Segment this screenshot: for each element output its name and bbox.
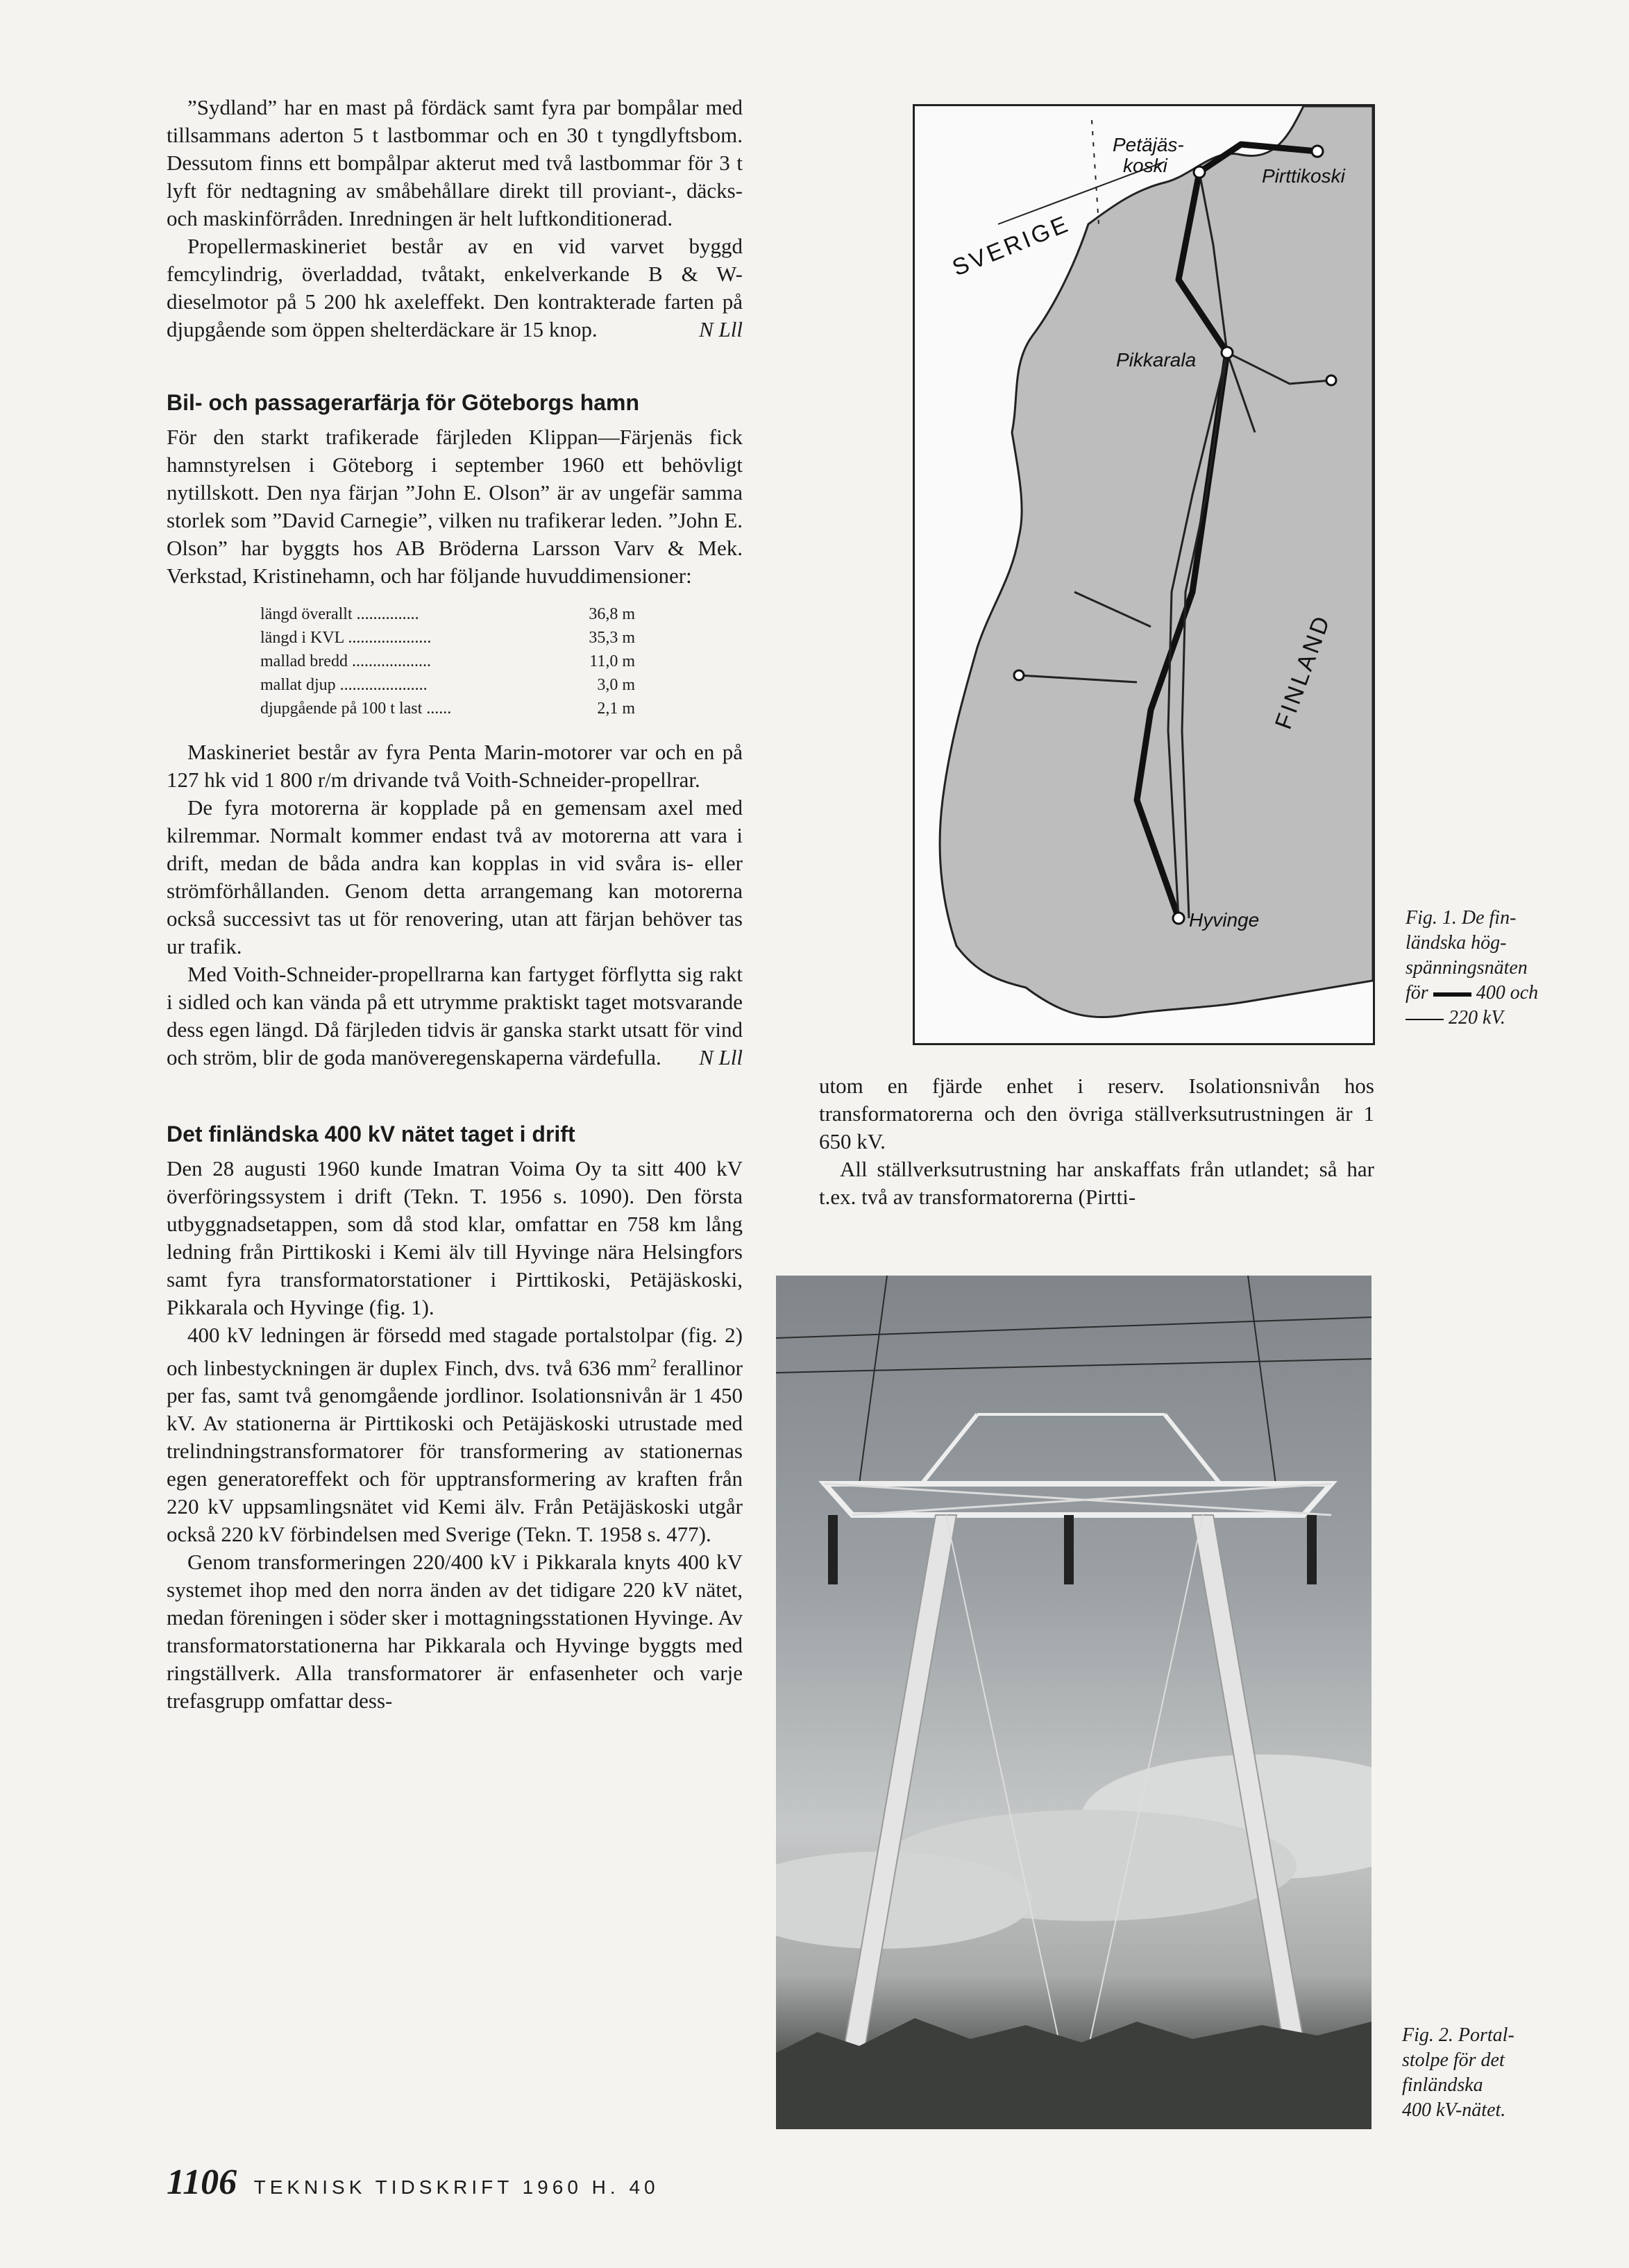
paragraph: De fyra motorerna är kopplade på en gemensam axel med kilremmar. Normalt kommer endast två av motorerna att vara i drift, medan de båda andra kan kopplas in vid svåra is- eller strömförhållanden. Genom detta arrangemang kan motorerna också successivt tas ut för renovering, utan att färjan behöver tas ur trafik. xyxy=(167,795,743,958)
page-number: 1106 xyxy=(167,2163,237,2202)
caption-text: 400 och xyxy=(1476,982,1539,1004)
dimension-row xyxy=(260,602,635,626)
article-400kv xyxy=(167,1120,743,1715)
label-sverige: SVERIGE xyxy=(948,210,1074,282)
dimension-row xyxy=(260,650,635,673)
figure-2-caption xyxy=(1402,2023,1562,2123)
caption-line: ländska hög- xyxy=(1406,932,1507,954)
right-column-text xyxy=(819,1072,1374,1211)
portal-tower-graphic xyxy=(776,1276,1371,2129)
left-column xyxy=(167,94,743,1715)
paragraph: Propellermaskineriet består av en vid varvet byggd femcylindrig, överladdad, tvåtakt, enkelverkande B & W-dieselmotor på 5 200 hk axeleffekt. Den kontrakterade farten på djupgående som öppen shelterdäckare är 15 knop. xyxy=(167,234,743,341)
wire xyxy=(776,1317,1371,1338)
caption-line: Fig. 1. De fin- xyxy=(1406,907,1517,929)
border-cross-line xyxy=(1092,120,1099,224)
paragraph: Med Voith-Schneider-propellrarna kan fartyget förflytta sig rakt i sidled och kan vända på ett utrymme praktiskt taget motsvarande dess egen längd. Då färjleden tidvis är ganska starkt utsatt för vind och ström, blir de goda manöveregenskaperna värdefulla. xyxy=(167,962,743,1069)
dimension-value: 11,0 m xyxy=(589,652,635,670)
label-pirttikoski: Pirttikoski xyxy=(1262,165,1345,187)
legend-thin-line xyxy=(1406,1019,1444,1020)
caption-line xyxy=(1406,981,1565,1006)
caption-line: Fig. 2. Portal- xyxy=(1402,2024,1514,2046)
wire xyxy=(859,1276,887,1484)
legend-thick-line xyxy=(1433,992,1471,997)
dimension-value: 2,1 m xyxy=(597,700,635,718)
station-node xyxy=(1326,375,1336,385)
dimension-label: längd överallt ............... xyxy=(260,605,419,623)
paragraph: Maskineriet består av fyra Penta Marin-motorer var och en på 127 hk vid 1 800 r/m drivande två Voith-Schneider-propellrar. xyxy=(167,740,743,792)
paragraph: ”Sydland” har en mast på fördäck samt fyra par bompålar med tillsammans aderton 5 t lastbommar och en 30 t tyngdlyftsbom. Dessutom finns ett bompålpar akterut med två lastbommar för 3 t lyft för nedtagning av småbehållare direkt till proviant-, däcks- och maskinförråden. Inredningen är helt luftkonditionerad. xyxy=(167,95,743,230)
paragraph: All ställverksutrustning har anskaffats från utlandet; så har t.ex. två av transformatorerna (Pirtti- xyxy=(819,1157,1374,1209)
dimensions-table xyxy=(260,602,635,720)
figure-1-map xyxy=(913,104,1375,1045)
dimension-value: 35,3 m xyxy=(589,629,635,647)
station-petajaskoski xyxy=(1194,167,1205,178)
paragraph: utom en fjärde enhet i reserv. Isolationsnivån hos transformatorerna och den övriga ställverksutrustningen är 1 650 kV. xyxy=(819,1074,1374,1153)
caption-line: stolpe för det xyxy=(1402,2049,1505,2071)
station-node xyxy=(1014,670,1024,680)
article-sydland xyxy=(167,94,743,344)
text-span: ferallinor per fas, samt två genomgående jordlinor. Isolationsnivån är 1 450 kV. Av stationerna är Pirttikoski och Petäjäskoski utrustade med trelindningstransformatorer för transformering av stationernas egen generatoreffekt och för upptransformering av kraften från 220 kV uppsamlingsnätet vid Kemi älv. Från Petäjäskoski utgår också 220 kV förbindelsen med Sverige (Tekn. T. 1958 s. 477). xyxy=(167,1355,743,1547)
insulator xyxy=(1307,1515,1317,1584)
dimension-row xyxy=(260,626,635,650)
article-heading: Det finländska 400 kV nätet taget i drift xyxy=(167,1122,575,1146)
label-hyvinge: Hyvinge xyxy=(1189,909,1260,931)
tower-leg-left xyxy=(838,1515,956,2081)
article-heading: Bil- och passagerarfärja för Göteborgs hamn xyxy=(167,390,640,415)
dimension-label: djupgående på 100 t last ...... xyxy=(260,700,452,718)
strut xyxy=(1165,1414,1220,1484)
dimension-label: mallad bredd ................... xyxy=(260,652,431,670)
station-pirttikoski xyxy=(1312,146,1323,157)
caption-line: 400 kV-nätet. xyxy=(1402,2099,1506,2121)
insulator xyxy=(828,1515,838,1584)
paragraph: Genom transformeringen 220/400 kV i Pikkarala knyts 400 kV systemet ihop med den norra änden av det tidigare 220 kV nätet, medan föreningen i söder sker i mottagningsstationen Hyvinge. Av transformatorstationerna har Pikkarala och Hyvinge byggts med ringställverk. Alla transformatorer är enfasenheter och varje trefasgrupp omfattar dess- xyxy=(167,1550,743,1713)
figure-1-caption xyxy=(1406,906,1565,1031)
stay-wire xyxy=(946,1515,1067,2081)
label-petajaskoski: Petäjäs- xyxy=(1113,134,1184,155)
caption-line: finländska xyxy=(1402,2074,1483,2096)
caption-line xyxy=(1406,1006,1565,1031)
signature: N Lll xyxy=(699,1045,743,1069)
strut xyxy=(922,1414,977,1484)
text-span: 400 kV ledningen är försedd med stagade portalstolpar (fig. 2) och linbestyckningen är duplex Finch, dvs. två 636 mm xyxy=(167,1323,743,1380)
station-hyvinge xyxy=(1173,913,1184,924)
label-finland: FINLAND xyxy=(1269,610,1336,733)
journal-title: TEKNISK TIDSKRIFT 1960 H. 40 xyxy=(253,2176,659,2198)
page-footer xyxy=(167,2162,659,2203)
dimension-value: 3,0 m xyxy=(597,676,635,694)
label-pikkarala: Pikkarala xyxy=(1116,349,1197,371)
article-ferry xyxy=(167,389,743,1072)
paragraph: För den starkt trafikerade färjleden Klippan—Färjenäs fick hamnstyrelsen i Göteborg i september 1960 ett behövligt nytillskott. Den nya färjan ”John E. Olson” är av ungefär samma storlek som ”David Carnegie”, vilken nu trafikerar leden. ”John E. Olson” har byggts hos AB Bröderna Larsson Varv & Mek. Verkstad, Kristinehamn, och har följande huvuddimensioner: xyxy=(167,425,743,588)
insulator xyxy=(1064,1515,1074,1584)
superscript: 2 xyxy=(650,1356,657,1370)
label-petajaskoski: koski xyxy=(1123,155,1167,176)
figure-2-photo xyxy=(776,1276,1371,2129)
dimension-label: mallat djup ..................... xyxy=(260,676,428,694)
paragraph xyxy=(167,1321,743,1548)
caption-text: för xyxy=(1406,982,1428,1004)
paragraph: Den 28 augusti 1960 kunde Imatran Voima Oy ta sitt 400 kV överföringssystem i drift (Tekn. T. 1956 s. 1090). Den första utbyggnadsetappen, som då stod klar, omfattar en 758 km lång ledning från Pirttikoski i Kemi älv till Hyvinge nära Helsingfors samt fyra transformatorstationer i Pirttikoski, Petäjäskoski, Pikkarala och Hyvinge (fig. 1). xyxy=(167,1156,743,1319)
wire xyxy=(1248,1276,1276,1484)
signature: N Lll xyxy=(699,317,743,341)
station-pikkarala xyxy=(1222,347,1233,358)
dimension-row xyxy=(260,673,635,697)
caption-line: spänningsnäten xyxy=(1406,957,1528,979)
dimension-label: längd i KVL .................... xyxy=(260,629,432,647)
wire xyxy=(776,1359,1371,1373)
map-graphic xyxy=(915,106,1373,1043)
dimension-value: 36,8 m xyxy=(589,605,635,623)
dimension-row xyxy=(260,697,635,720)
caption-text: 220 kV. xyxy=(1449,1007,1505,1029)
